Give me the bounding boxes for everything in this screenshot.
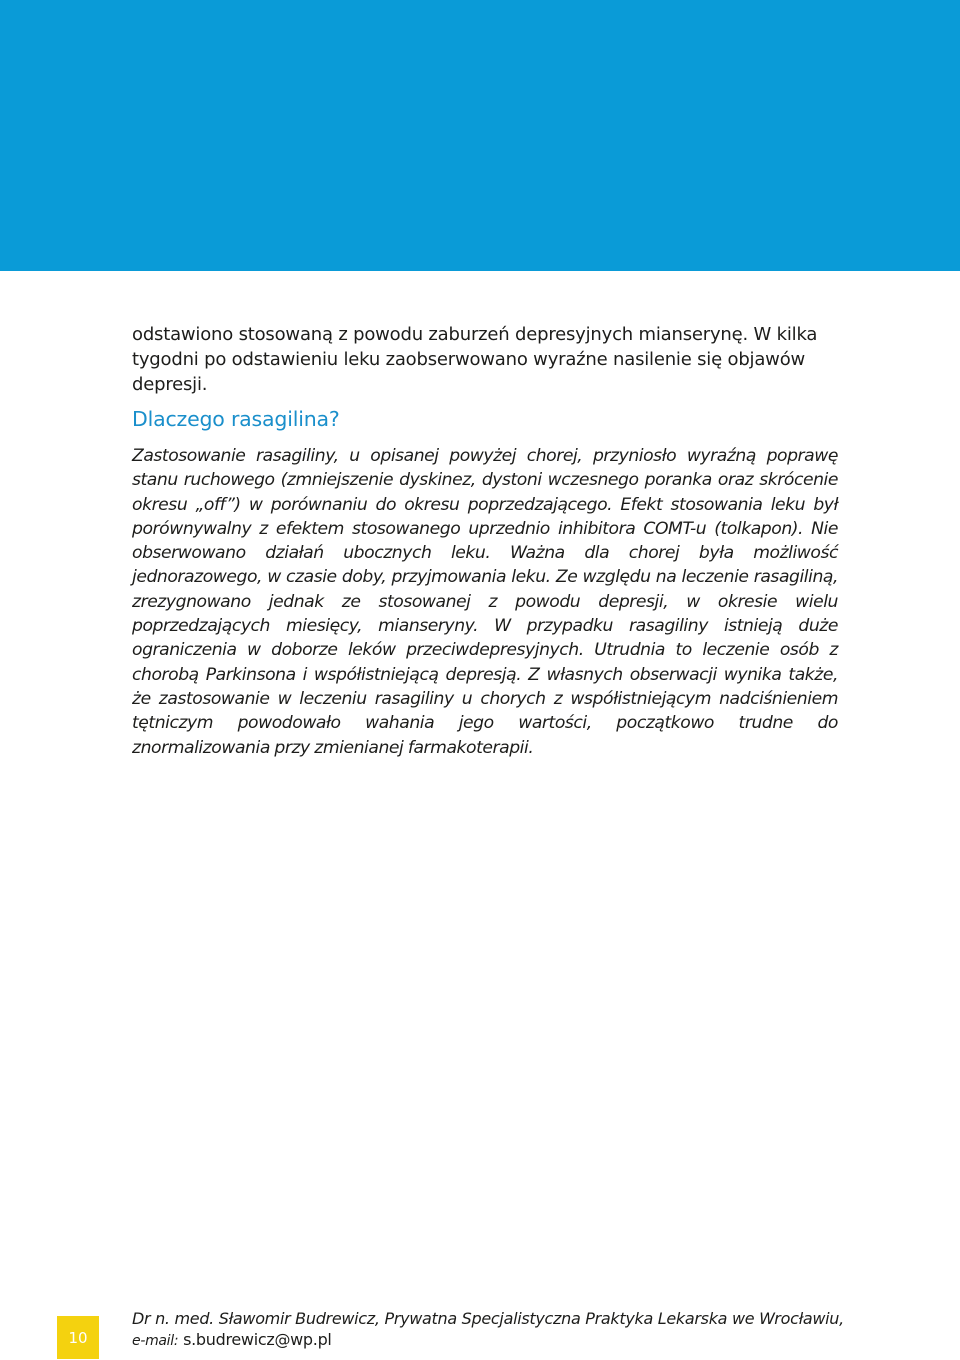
intro-paragraph: odstawiono stosowaną z powodu zaburzeń depresyjnych mianserynę. W kilka tygodni po odstawieniu leku zaobserwowano wyraźne nasilenie się objawów depresji.	[132, 324, 818, 395]
page-number: 10	[57, 1316, 99, 1359]
footer-contact	[132, 1329, 844, 1352]
email-link[interactable]: s.budrewicz@wp.pl	[183, 1330, 332, 1349]
email-label: e-mail:	[132, 1333, 179, 1349]
footer-author: Dr n. med. Sławomir Budrewicz, Prywatna Specjalistyczna Praktyka Lekarska we Wrocławiu,	[132, 1309, 844, 1328]
top-banner	[0, 0, 960, 271]
section-body: Zastosowanie rasagiliny, u opisanej powyżej chorej, przyniosło wyraźną poprawę stanu ruchowego (zmniejszenie dyskinez, dystoni wczesnego poranka oraz skrócenie okresu „off”) w porównaniu do okresu poprzedzającego. Efekt stosowania leku był porównywalny z efektem stosowanego uprzednio inhibitora COMT-u (tolkapon). Nie obserwowano działań ubocznych leku. Ważna dla chorej była możliwość jednorazowego, w czasie doby, przyjmowania leku. Ze względu na leczenie rasagiliną, zrezygnowano jednak ze stosowanej z powodu depresji, w okresie wielu poprzedzających miesięcy, mianseryny. W przypadku rasagiliny istnieją duże ograniczenia w doborze leków przeciwdepresyjnych. Utrudnia to leczenie osób z chorobą Parkinsona i współistniejącą depresją. Z własnych obserwacji wynika także, że zastosowanie w leczeniu rasagiliny u chorych z współistniejącym nadciśnieniem tętniczym powodowało wahania jego wartości, początkowo trudne do znormalizowania przy zmienianej farmakoterapii.	[132, 446, 838, 758]
section-heading: Dlaczego rasagilina?	[132, 407, 340, 431]
page-content	[132, 322, 838, 758]
footer	[132, 1308, 844, 1352]
